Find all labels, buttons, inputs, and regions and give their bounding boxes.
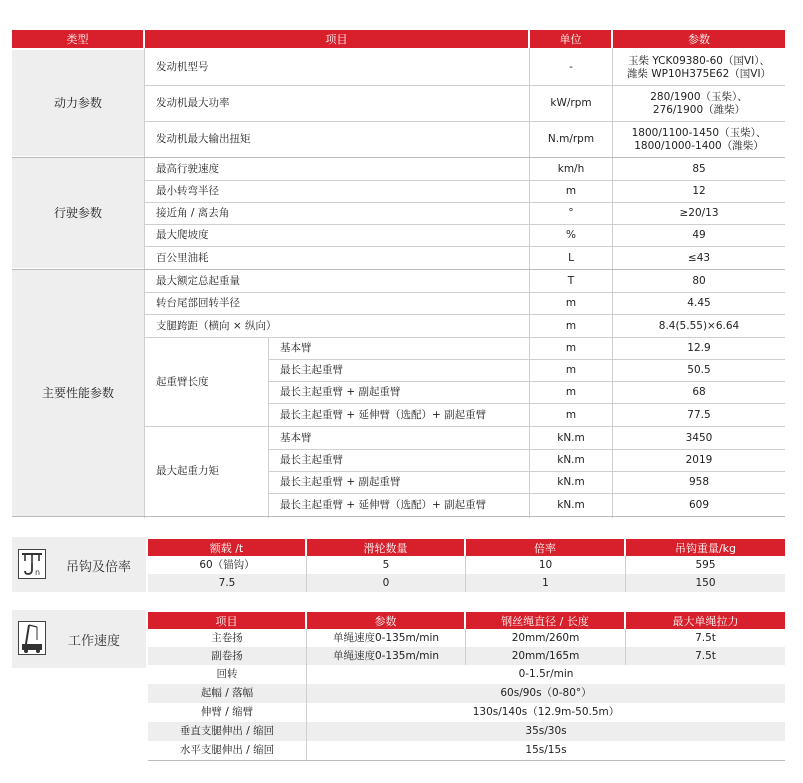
speed-header: 参数 [307, 612, 464, 629]
speed-item: 主卷扬 [211, 631, 243, 644]
speed-item: 伸臂 / 缩臂 [200, 706, 254, 718]
row-item: 最小转弯半径 [156, 185, 219, 197]
group-main: 主要性能参数 [12, 270, 144, 516]
value-line: 玉柴 YCK09380-60（国VI）、 [628, 54, 770, 67]
row-unit: - [569, 61, 573, 73]
sub-row-item: 最长主起重臂 + 延伸臂（选配）+ 副起重臂 [280, 498, 487, 511]
speed-param: 单绳速度0-135m/min [332, 649, 440, 662]
value-line: 潍柴 WP10H375E62（国VI） [626, 67, 772, 80]
speed-item: 垂直支腿伸出 / 缩回 [179, 725, 275, 737]
sub-row-unit: m [565, 364, 577, 376]
hook-cell: 5 [382, 558, 390, 571]
hook-cell: 10 [538, 558, 553, 571]
hook-header: 吊钩重量/kg [626, 539, 785, 556]
hook-cell: 150 [695, 576, 716, 589]
value-line: 276/1900（潍柴） [652, 103, 746, 116]
speed-value: 60s/90s（0-80°） [500, 687, 592, 699]
sub-row-unit: m [565, 386, 577, 398]
row-unit: N.m/rpm [547, 133, 595, 145]
row-item: 最大爬坡度 [156, 229, 209, 241]
sub-row-value: 77.5 [687, 408, 711, 421]
speed-param: 单绳速度0-135m/min [332, 631, 440, 644]
speed-rope: 20mm/165m [511, 649, 580, 662]
row-value: 8.4(5.55)×6.64 [658, 319, 740, 332]
hook-cell: 0 [382, 576, 390, 589]
row-value: 80 [692, 274, 706, 287]
row-value: 12 [692, 185, 706, 197]
svg-text:n: n [35, 568, 41, 577]
hook-header: 滑轮数量 [307, 539, 464, 556]
sub-row-value: 50.5 [687, 364, 711, 376]
speed-title: 工作速度 [68, 634, 121, 649]
hook-header: 倍率 [466, 539, 624, 556]
sub-row-value: 609 [688, 498, 710, 511]
hook-title: 吊钩及倍率 [66, 560, 132, 575]
sub-row-item: 基本臂 [280, 342, 312, 354]
row-value: 85 [692, 162, 706, 175]
sub-row-value: 2019 [685, 454, 713, 466]
row-unit: m [565, 185, 577, 197]
row-item: 转台尾部回转半径 [156, 297, 240, 309]
row-unit: m [565, 297, 577, 309]
row-unit: kW/rpm [550, 97, 592, 109]
sub-row-item: 最长主起重臂 [280, 364, 343, 376]
row-value: 49 [692, 229, 706, 241]
row-item: 最大额定总起重量 [156, 274, 240, 287]
sub-row-unit: kN.m [557, 454, 585, 466]
row-unit: m [565, 319, 577, 332]
value-line: 280/1900（玉柴）、 [650, 90, 748, 103]
row-value [613, 122, 785, 157]
speed-item: 起幅 / 落幅 [200, 687, 254, 699]
sub-row-unit: kN.m [557, 476, 585, 488]
row-item: 支腿跨距（横向 × 纵向） [156, 319, 277, 332]
sub-row-unit: m [565, 342, 577, 354]
row-item: 最高行驶速度 [156, 162, 219, 175]
group-power: 动力参数 [12, 50, 144, 156]
sub-row-unit: kN.m [557, 431, 585, 444]
row-value: 4.45 [687, 297, 711, 309]
sub-row-value: 958 [688, 476, 710, 488]
max-moment-label: 最大起重力矩 [156, 465, 219, 477]
sub-row-item: 最长主起重臂 + 副起重臂 [280, 476, 401, 488]
group-driving: 行驶参数 [12, 158, 144, 268]
row-unit: ° [568, 207, 574, 219]
row-item: 接近角 / 离去角 [156, 207, 230, 219]
row-item: 发动机最大功率 [156, 97, 230, 109]
speed-pull: 7.5t [695, 649, 716, 662]
crane-icon [18, 621, 46, 655]
speed-rope: 20mm/260m [511, 631, 580, 644]
speed-item: 副卷扬 [211, 649, 243, 662]
speed-header: 钢丝绳直径 / 长度 [466, 612, 624, 629]
hook-icon [18, 549, 46, 579]
speed-value: 0-1.5r/min [518, 668, 574, 680]
sub-row-item: 最长主起重臂 + 延伸臂（选配）+ 副起重臂 [280, 408, 487, 421]
speed-item: 水平支腿伸出 / 缩回 [179, 744, 275, 756]
row-value: ≤43 [687, 251, 711, 264]
speed-pull: 7.5t [695, 631, 716, 644]
value-line: 1800/1100-1450（玉柴）、 [631, 126, 767, 139]
row-item: 百公里油耗 [156, 251, 209, 264]
value-line: 1800/1000-1400（潍柴） [634, 139, 764, 152]
header-item: 项目 [145, 30, 528, 48]
header-value: 参数 [613, 30, 785, 48]
row-unit: km/h [557, 162, 585, 175]
sub-row-value: 68 [692, 386, 706, 398]
speed-item: 回转 [216, 668, 238, 680]
row-item: 发动机最大输出扭矩 [156, 133, 251, 145]
sub-row-value: 12.9 [687, 342, 711, 354]
row-unit: T [567, 274, 575, 287]
sub-row-unit: kN.m [557, 498, 585, 511]
speed-header: 项目 [148, 612, 305, 629]
speed-value: 15s/15s [525, 744, 567, 756]
hook-cell: 1 [542, 576, 549, 589]
speed-value: 35s/30s [525, 725, 567, 737]
row-value: ≥20/13 [679, 207, 719, 219]
sub-row-value: 3450 [685, 431, 713, 444]
row-unit: % [566, 229, 576, 241]
row-unit: L [568, 251, 574, 264]
hook-cell: 7.5 [218, 576, 236, 589]
row-item: 发动机型号 [156, 61, 209, 73]
sub-row-item: 基本臂 [280, 431, 312, 444]
row-value [613, 86, 785, 121]
row-value [613, 50, 785, 85]
hook-cell: 595 [695, 558, 716, 571]
hook-header: 额载 /t [148, 539, 305, 556]
speed-value: 130s/140s（12.9m-50.5m） [472, 706, 620, 718]
hook-cell: 60（锚钩） [199, 558, 255, 571]
sub-row-item: 最长主起重臂 + 副起重臂 [280, 386, 401, 398]
header-type: 类型 [12, 30, 143, 48]
sub-row-unit: m [565, 408, 577, 421]
boom-length-label: 起重臂长度 [156, 375, 209, 388]
header-unit: 单位 [530, 30, 611, 48]
sub-row-item: 最长主起重臂 [280, 454, 343, 466]
speed-header: 最大单绳拉力 [626, 612, 785, 629]
